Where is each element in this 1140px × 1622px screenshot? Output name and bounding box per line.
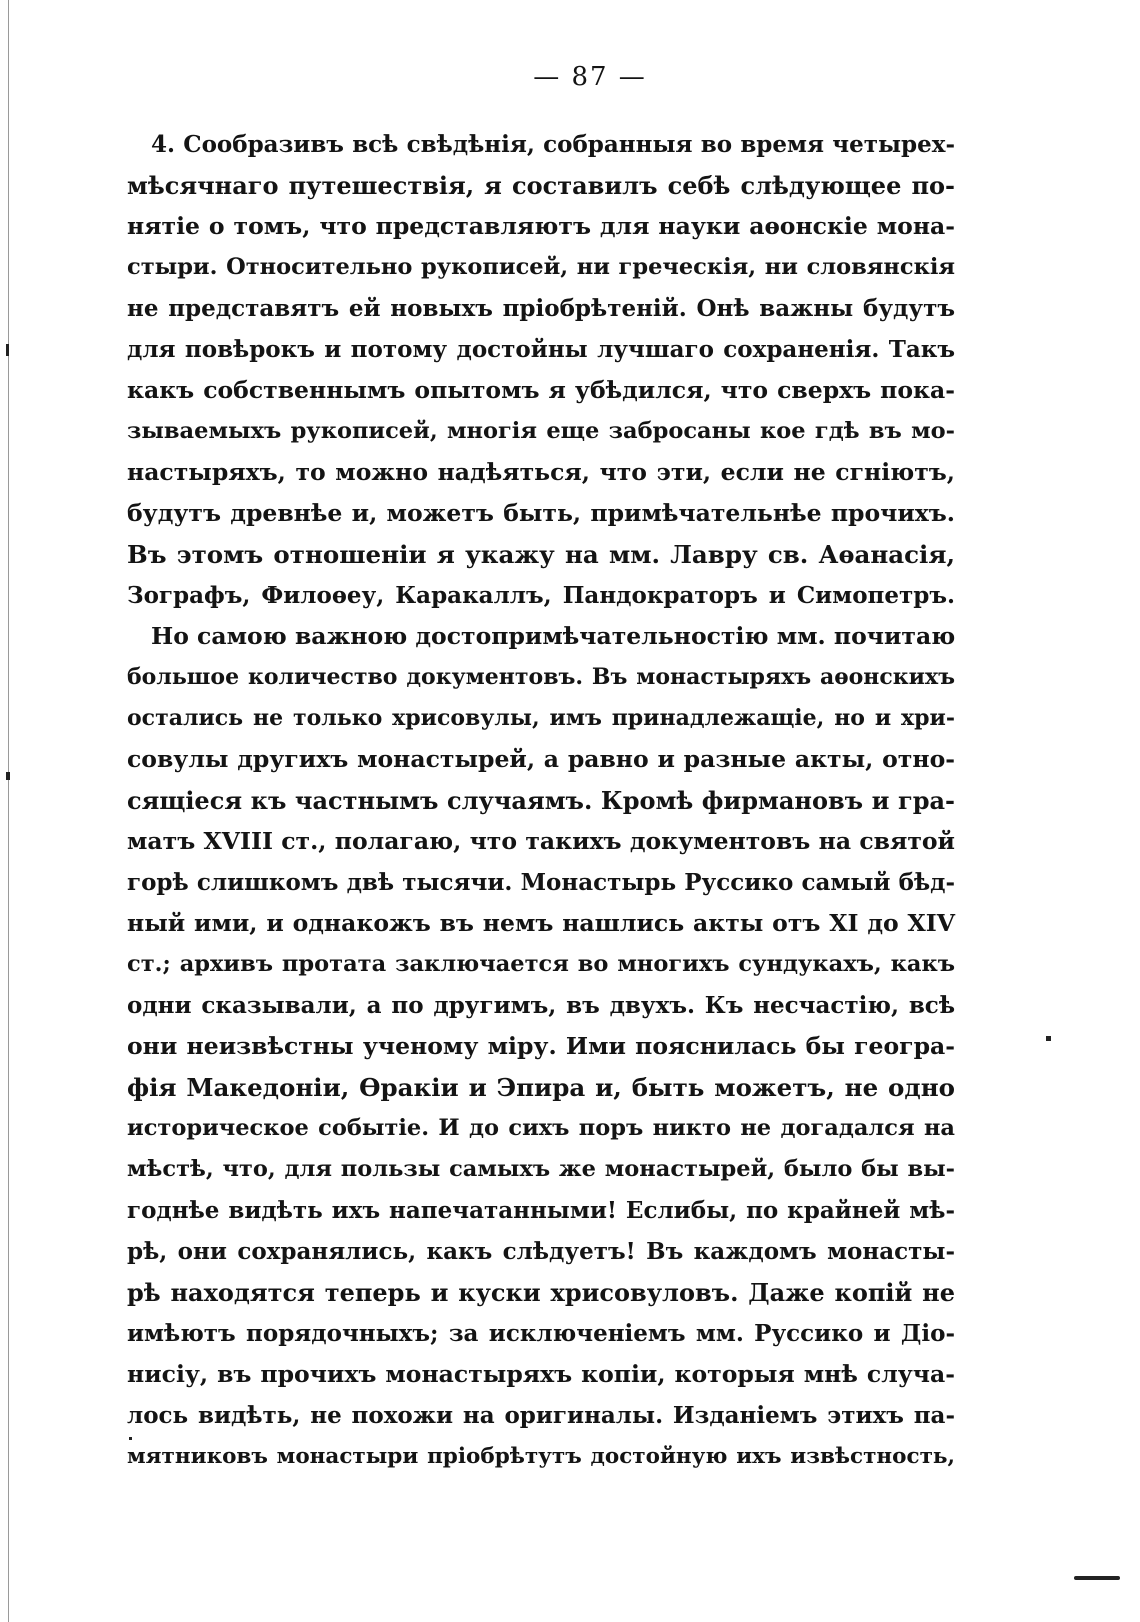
text-line: одни сказывали, а по другимъ, въ двухъ. Къ несчастію, всѣ bbox=[127, 992, 955, 1019]
page-number: — 87 — bbox=[533, 62, 647, 92]
scan-edge-mark bbox=[1074, 1576, 1120, 1580]
text-line: историческое событіе. И до сихъ поръ никто не догадался на bbox=[127, 1115, 955, 1141]
text-line: нисіу, въ прочихъ монастыряхъ копіи, которыя мнѣ случа- bbox=[127, 1360, 955, 1388]
scan-edge-line bbox=[8, 0, 9, 1622]
scan-speck bbox=[6, 344, 9, 356]
text-line: большое количество документовъ. Въ монастыряхъ аѳонскихъ bbox=[127, 664, 955, 690]
text-line: настыряхъ, то можно надѣяться, что эти, если не сгніютъ, bbox=[127, 458, 955, 486]
text-line: будутъ древнѣе и, можетъ быть, примѣчательнѣе прочихъ. bbox=[127, 499, 955, 527]
text-line: Зографъ, Филоѳеу, Каракаллъ, Пандократоръ и Симопетръ. bbox=[127, 582, 955, 609]
paragraph bbox=[127, 124, 955, 616]
text-line: не представятъ ей новыхъ пріобрѣтеній. Онѣ важны будутъ bbox=[127, 295, 955, 322]
text-line: Въ этомъ отношеніи я укажу на мм. Лавру св. Аѳанасія, bbox=[127, 540, 955, 569]
text-line: матъ XVIII ст., полагаю, что такихъ документовъ на святой bbox=[127, 827, 955, 855]
text-line: мѣсячнаго путешествія, я составилъ себѣ слѣдующее по- bbox=[127, 171, 955, 200]
text-line: мятниковъ монастыри пріобрѣтутъ достойную ихъ извѣстность, bbox=[127, 1444, 955, 1469]
text-line: остались не только хрисовулы, имъ принадлежащіе, но и хри- bbox=[127, 705, 955, 731]
scan-speck bbox=[129, 1437, 132, 1440]
text-line: рѣ находятся теперь и куски хрисовуловъ. Даже копій не bbox=[127, 1278, 955, 1307]
text-line: зываемыхъ рукописей, многія еще забросаны кое гдѣ въ мо- bbox=[127, 418, 955, 444]
text-line: стыри. Относительно рукописей, ни греческія, ни словянскія bbox=[127, 254, 955, 280]
text-line: ст.; архивъ протата заключается во многихъ сундукахъ, какъ bbox=[127, 951, 955, 977]
text-line: совулы другихъ монастырей, а равно и разные акты, отно- bbox=[127, 745, 955, 773]
text-line: ный ими, и однакожъ въ немъ нашлись акты отъ XI до XIV bbox=[127, 909, 955, 937]
text-line: они неизвѣстны ученому міру. Ими пояснилась бы геогра- bbox=[127, 1032, 955, 1060]
text-line: мѣстѣ, что, для пользы самыхъ же монастырей, было бы вы- bbox=[127, 1156, 955, 1182]
text-line: сящіеся къ частнымъ случаямъ. Кромѣ фирмановъ и гра- bbox=[127, 786, 955, 815]
text-line: годнѣе видѣть ихъ напечатанными! Еслибы, по крайней мѣ- bbox=[127, 1197, 955, 1224]
text-line: какъ собственнымъ опытомъ я убѣдился, что сверхъ пока- bbox=[127, 376, 955, 404]
text-line: имѣютъ порядочныхъ; за исключеніемъ мм. Руссико и Діо- bbox=[127, 1320, 955, 1347]
text-line: для повѣрокъ и потому достойны лучшаго сохраненія. Такъ bbox=[127, 336, 955, 363]
text-line: горѣ слишкомъ двѣ тысячи. Монастырь Руссико самый бѣд- bbox=[127, 869, 955, 896]
text-line: лось видѣть, не похожи на оригиналы. Изданіемъ этихъ па- bbox=[127, 1402, 955, 1429]
scan-speck bbox=[6, 772, 10, 780]
text-line: рѣ, они сохранялись, какъ слѣдуетъ! Въ каждомъ монасты- bbox=[127, 1238, 955, 1265]
paragraph bbox=[127, 616, 955, 1477]
scan-speck bbox=[1046, 1036, 1051, 1041]
body-text bbox=[127, 124, 955, 1477]
text-line: нятіе о томъ, что представляютъ для науки аѳонскіе мона- bbox=[127, 212, 955, 240]
text-line: Но самою важною достопримѣчательностію мм. почитаю bbox=[151, 622, 956, 650]
text-line: фія Македоніи, Ѳракіи и Эпира и, быть можетъ, не одно bbox=[127, 1073, 955, 1102]
text-line: 4. Сообразивъ всѣ свѣдѣнія, собранныя во время четырех- bbox=[151, 131, 955, 158]
